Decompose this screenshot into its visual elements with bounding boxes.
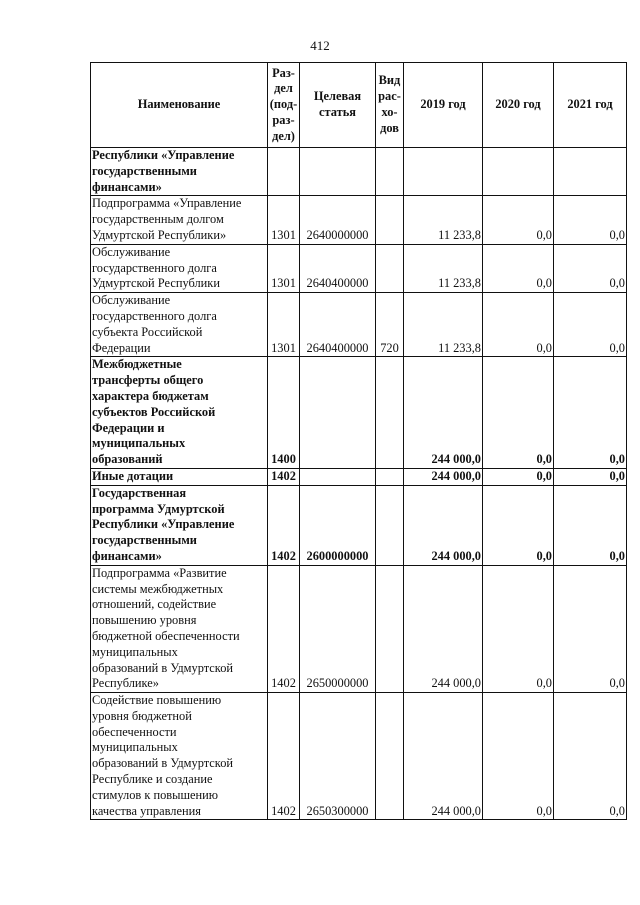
table-row — [91, 485, 627, 565]
table-row — [91, 693, 627, 820]
table-row — [91, 293, 627, 357]
header-name: Наименование — [91, 63, 268, 148]
row-target: 2640400000 — [300, 244, 376, 292]
row-2019: 244 000,0 — [404, 693, 483, 820]
row-expense-type: 720 — [376, 293, 404, 357]
row-expense-type — [376, 244, 404, 292]
header-2020: 2020 год — [483, 63, 554, 148]
row-section: 1301 — [268, 196, 300, 244]
row-section: 1402 — [268, 485, 300, 565]
row-2020: 0,0 — [483, 196, 554, 244]
row-expense-type — [376, 357, 404, 469]
row-section: 1402 — [268, 468, 300, 485]
page-number: 412 — [310, 38, 330, 53]
row-target — [300, 357, 376, 469]
row-2019: 11 233,8 — [404, 196, 483, 244]
row-2019: 244 000,0 — [404, 468, 483, 485]
table-row — [91, 565, 627, 692]
row-2019: 244 000,0 — [404, 357, 483, 469]
header-section: Раз- дел (под- раз- дел) — [268, 63, 300, 148]
row-2019: 11 233,8 — [404, 244, 483, 292]
row-name: Подпрограмма «Управление государственным долгом Удмуртской Республики» — [91, 196, 268, 244]
header-target: Целевая статья — [300, 63, 376, 148]
header-2019: 2019 год — [404, 63, 483, 148]
table-row — [91, 357, 627, 469]
row-2019 — [404, 148, 483, 196]
row-target: 2640400000 — [300, 293, 376, 357]
row-name: Подпрограмма «Развитие системы межбюджетных отношений, содействие повышению уровня бюджетной обеспеченности муниципальных образований в Удмуртской Республике» — [91, 565, 268, 692]
row-2020: 0,0 — [483, 693, 554, 820]
row-name: Обслуживание государственного долга Удмуртской Республики — [91, 244, 268, 292]
row-2020 — [483, 148, 554, 196]
row-2020: 0,0 — [483, 293, 554, 357]
row-expense-type — [376, 196, 404, 244]
row-expense-type — [376, 468, 404, 485]
row-section: 1301 — [268, 293, 300, 357]
row-name: Обслуживание государственного долга субъекта Российской Федерации — [91, 293, 268, 357]
row-section: 1402 — [268, 693, 300, 820]
row-2020: 0,0 — [483, 468, 554, 485]
row-2019: 244 000,0 — [404, 565, 483, 692]
header-expense-type: Вид рас- хо- дов — [376, 63, 404, 148]
row-2021: 0,0 — [554, 468, 627, 485]
row-target: 2650300000 — [300, 693, 376, 820]
row-2021: 0,0 — [554, 293, 627, 357]
row-section: 1301 — [268, 244, 300, 292]
table-row — [91, 244, 627, 292]
row-target — [300, 148, 376, 196]
row-2021 — [554, 148, 627, 196]
row-2021: 0,0 — [554, 244, 627, 292]
table-row — [91, 196, 627, 244]
row-name: Республики «Управление государственными финансами» — [91, 148, 268, 196]
budget-table — [90, 62, 627, 820]
row-name: Государственная программа Удмуртской Республики «Управление государственными финансами» — [91, 485, 268, 565]
row-expense-type — [376, 565, 404, 692]
row-2020: 0,0 — [483, 244, 554, 292]
table-body — [91, 148, 627, 820]
row-target: 2650000000 — [300, 565, 376, 692]
row-2021: 0,0 — [554, 565, 627, 692]
row-target — [300, 468, 376, 485]
table-row — [91, 468, 627, 485]
row-name: Иные дотации — [91, 468, 268, 485]
table-row — [91, 148, 627, 196]
row-section — [268, 148, 300, 196]
row-target: 2600000000 — [300, 485, 376, 565]
row-2021: 0,0 — [554, 693, 627, 820]
row-2020: 0,0 — [483, 357, 554, 469]
row-2020: 0,0 — [483, 565, 554, 692]
row-2020: 0,0 — [483, 485, 554, 565]
row-target: 2640000000 — [300, 196, 376, 244]
table-header-row — [91, 63, 627, 148]
row-2021: 0,0 — [554, 196, 627, 244]
row-section: 1402 — [268, 565, 300, 692]
row-2021: 0,0 — [554, 357, 627, 469]
row-expense-type — [376, 485, 404, 565]
row-expense-type — [376, 693, 404, 820]
header-2021: 2021 год — [554, 63, 627, 148]
row-name: Содействие повышению уровня бюджетной обеспеченности муниципальных образований в Удмуртской Республике и создание стимулов к повышению качества управления — [91, 693, 268, 820]
row-2021: 0,0 — [554, 485, 627, 565]
row-expense-type — [376, 148, 404, 196]
row-2019: 11 233,8 — [404, 293, 483, 357]
row-name: Межбюджетные трансферты общего характера бюджетам субъектов Российской Федерации и муниципальных образований — [91, 357, 268, 469]
row-section: 1400 — [268, 357, 300, 469]
row-2019: 244 000,0 — [404, 485, 483, 565]
